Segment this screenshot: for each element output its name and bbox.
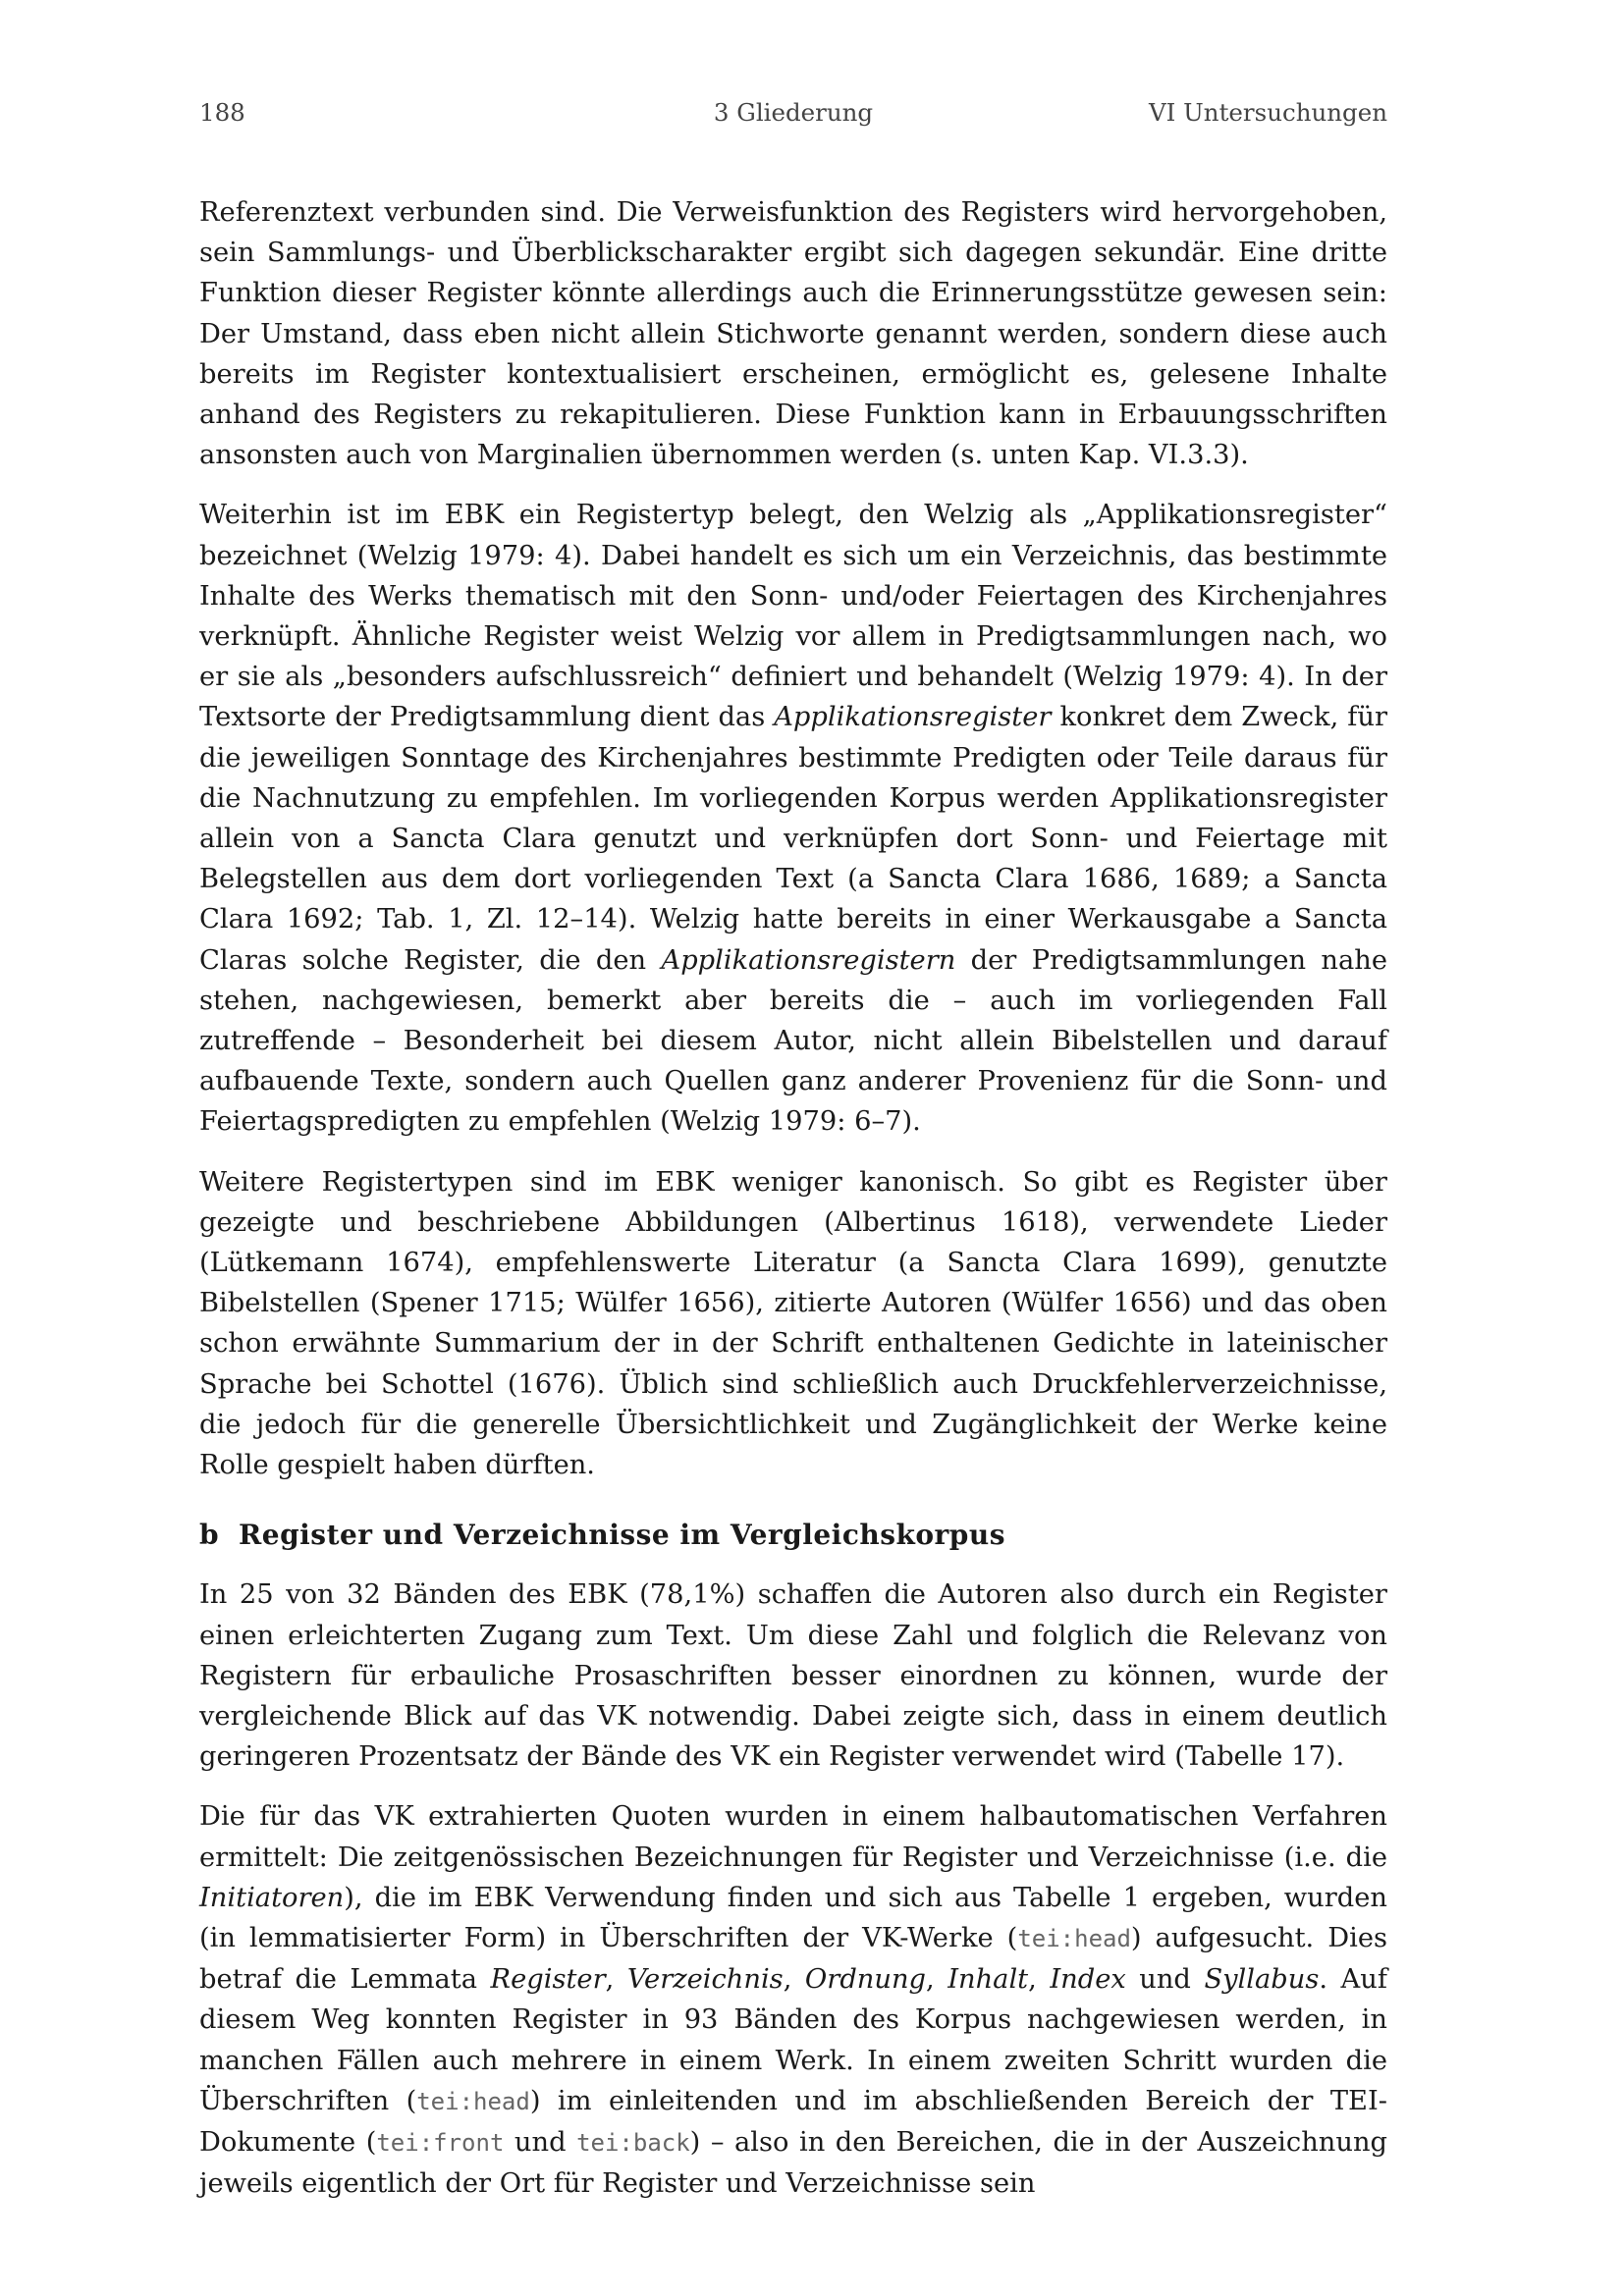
term-verzeichnis: Verzeichnis (626, 1964, 784, 1996)
conjunction-und-2: und (504, 2126, 577, 2158)
term-inhalt: Inhalt (947, 1964, 1029, 1996)
term-ordnung: Ordnung (804, 1964, 927, 1996)
running-header (199, 98, 1387, 133)
paragraph-5 (199, 1796, 1387, 2204)
paragraph-1: Referenztext verbunden sind. Die Verweisfunktion des Registers wird hervorgehoben, sein Sammlungs- und Überblickscharakter ergibt sich dagegen sekundär. Eine dritte Funktion dieser Register könnte allerdings auch die Erinnerungsstütze gewesen sein: Der Umstand, dass eben nicht allein Stichworte genannt werden, sondern diese auch bereits im Register kontextualisiert erscheinen, ermöglicht es, gelesene Inhalte anhand des Registers zu rekapitulieren. Diese Funktion kann in Erbauungsschriften ansonsten auch von Marginalien übernommen werden (s. unten Kap. VI.3.3). (199, 197, 1387, 471)
paragraph-2-text-c: der Predigtsammlungen nahe stehen, nachgewiesen, bemerkt aber bereits die – auch im vorliegenden Fall zutreffende – Besonderheit bei diesem Autor, nicht allein Bibelstellen und darauf aufbauende Texte, sondern auch Quellen ganz anderer Provenienz für die Sonn- und Feiertagspredigten zu empfehlen (Welzig 1979: 6–7). (199, 944, 1388, 1138)
section-title: VI Untersuchungen (1148, 98, 1387, 127)
code-tei-head-1: tei:head (1017, 1924, 1131, 1952)
paragraph-5-text-c: ) aufgesucht. Dies betraf die Lemmata (199, 1922, 1387, 1996)
term-applikationsregister: Applikationsregister (774, 702, 1052, 733)
separator-1: , (605, 1964, 627, 1996)
paragraph-5-text-b: ), die im EBK Verwendung finden und sich aus Tabelle 1 ergeben, wurden (in lemmatisierter Form) in Überschriften der VK-Werke ( (199, 1882, 1387, 1953)
term-register: Register (490, 1964, 606, 1996)
chapter-title: 3 Gliederung (713, 98, 874, 127)
paragraph-5-text-d: . Auf diesem Weg konnten Register in 93 Bänden des Korpus nachgewiesen werden, in manchen Fällen auch mehrere in einem Werk. In einem zweiten Schritt wurden die Überschriften ( (199, 1964, 1387, 2116)
paragraph-2-text-a: Weiterhin ist im EBK ein Registertyp belegt, den Welzig als „Applikationsregister“ bezeichnet (Welzig 1979: 4). Dabei handelt es sich um ein Verzeichnis, das bestimmte Inhalte des Werks thematisch mit den Sonn- und/oder Feiertagen des Kirchenjahres verknüpft. Ähnliche Register weist Welzig vor allem in Predigtsammlungen nach, wo er sie als „besonders aufschlussreich“ definiert und behandelt (Welzig 1979: 4). In der Textsorte der Predigtsammlung dient das (199, 500, 1387, 733)
term-initiatoren: Initiatoren (199, 1882, 345, 1913)
separator-3: , (926, 1964, 948, 1996)
paragraph-5-text-f: ) – also in den Bereichen, die in der Auszeichnung jeweils eigentlich der Ort für Register und Verzeichnisse sein (199, 2126, 1387, 2200)
page-number: 188 (199, 98, 245, 127)
term-index: Index (1050, 1964, 1126, 1996)
term-applikationsregistern: Applikationsregistern (661, 944, 956, 976)
paragraph-4: In 25 von 32 Bänden des EBK (78,1%) schaffen die Autoren also durch ein Register einen erleichterten Zugang zum Text. Um diese Zahl und folglich die Relevanz von Registern für erbauliche Prosaschriften besser einordnen zu können, wurde der vergleichende Blick auf das VK notwendig. Dabei zeigte sich, dass in einem deutlich geringeren Prozentsatz der Bände des VK ein Register verwendet wird (Tabelle 17). (199, 1579, 1387, 1773)
conjunction-und: und (1125, 1964, 1205, 1996)
paragraph-2-text-b: konkret dem Zweck, für die jeweiligen Sonntage des Kirchenjahres bestimmte Predigten oder Teile daraus für die Nachnutzung zu empfehlen. Im vorliegenden Korpus werden Applikationsregister allein von a Sancta Clara genutzt und verknüpfen dort Sonn- und Feiertage mit Belegstellen aus dem dort vorliegenden Text (a Sancta Clara 1686, 1689; a Sancta Clara 1692; Tab. 1, Zl. 12–14). Welzig hatte bereits in einer Werkausgabe a Sancta Claras solche Register, die den (199, 702, 1387, 976)
code-tei-head-2: tei:head (416, 2087, 530, 2115)
paragraph-3: Weitere Registertypen sind im EBK weniger kanonisch. So gibt es Register über gezeigte und beschriebene Abbildungen (Albertinus 1618), verwendete Lieder (Lütkemann 1674), empfehlenswerte Literatur (a Sancta Clara 1699), genutzte Bibelstellen (Spener 1715; Wülfer 1656), zitierte Autoren (Wülfer 1656) und das oben schon erwähnte Summarium der in der Schrift enthaltenen Gedichte in lateinischer Sprache bei Schottel (1676). Üblich sind schließlich auch Druckfehlerverzeichnisse, die jedoch für die generelle Übersichtlichkeit und Zugänglichkeit der Werke keine Rolle gespielt haben dürften. (199, 1166, 1387, 1481)
paragraph-5-text-a: Die für das VK extrahierten Quoten wurden in einem halbautomatischen Verfahren ermittelt: Die zeitgenössischen Bezeichnungen für Register und Verzeichnisse (i.e. die (199, 1801, 1387, 1873)
paragraph-2 (199, 495, 1387, 1142)
section-heading (199, 1515, 1387, 1555)
section-letter: b (199, 1519, 220, 1552)
code-tei-front: tei:front (376, 2128, 505, 2157)
body-text (199, 192, 1387, 2204)
code-tei-back: tei:back (576, 2128, 690, 2157)
term-syllabus: Syllabus (1204, 1964, 1320, 1996)
separator-2: , (783, 1964, 805, 1996)
separator-4: , (1028, 1964, 1051, 1996)
section-heading-title: Register und Verzeichnisse im Vergleichskorpus (239, 1519, 1006, 1552)
paragraph-5-text-e: ) im einleitenden und im abschließenden Bereich der TEI-Dokumente ( (199, 2085, 1387, 2158)
